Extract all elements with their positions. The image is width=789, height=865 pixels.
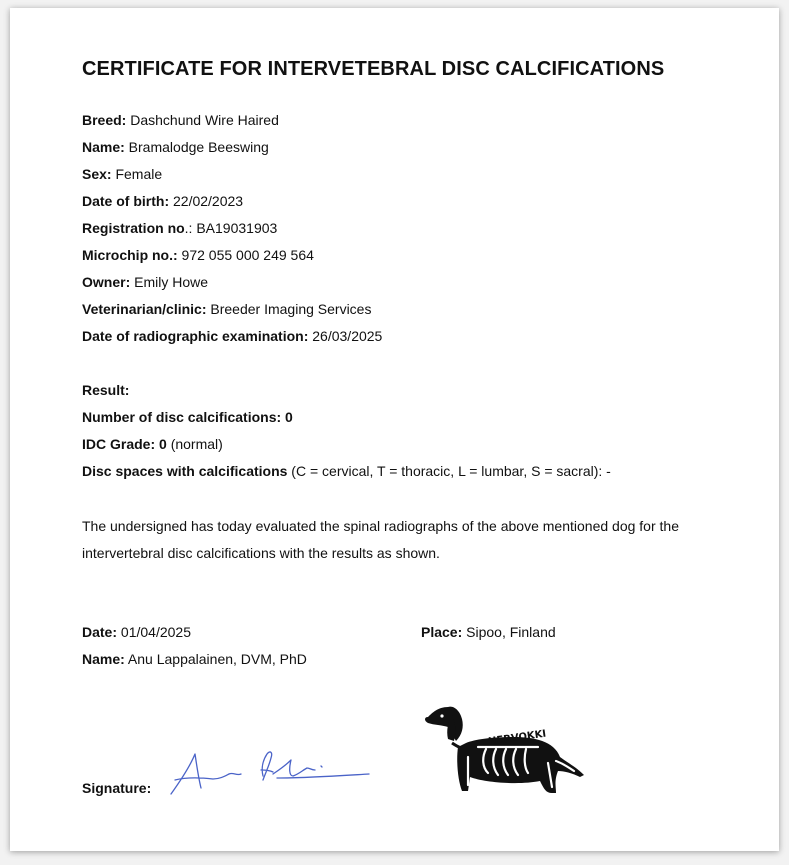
result-heading: Result: bbox=[82, 382, 130, 398]
breed-value: Dashchund Wire Haired bbox=[126, 112, 279, 128]
microchip-field bbox=[82, 246, 314, 264]
sex-label: Sex: bbox=[82, 166, 112, 182]
place-field bbox=[421, 623, 556, 641]
certificate-page bbox=[10, 8, 779, 851]
disc-spaces-value: (C = cervical, T = thoracic, L = lumbar, S = sacral): - bbox=[287, 463, 611, 479]
idc-grade-value: (normal) bbox=[166, 436, 223, 452]
vet-label: Veterinarian/clinic: bbox=[82, 301, 207, 317]
disc-spaces-field bbox=[82, 462, 611, 480]
owner-field bbox=[82, 273, 208, 291]
idc-grade-field bbox=[82, 435, 223, 453]
disc-spaces-label: Disc spaces with calcifications bbox=[82, 463, 288, 479]
sex-value: Female bbox=[111, 166, 163, 182]
signer-name-field bbox=[82, 650, 307, 668]
calcification-count-label: Number of disc calcifications: 0 bbox=[82, 409, 293, 425]
registration-label: Registration no bbox=[82, 220, 185, 236]
exam-date-value: 26/03/2025 bbox=[308, 328, 383, 344]
hervokki-dachshund-logo bbox=[418, 701, 593, 801]
dog-name-value: Bramalodge Beeswing bbox=[124, 139, 269, 155]
statement-paragraph: The undersigned has today evaluated the spinal radiographs of the above mentioned dog for the intervertebral disc calcifications with the results as shown. bbox=[82, 518, 679, 561]
handwritten-signature bbox=[165, 746, 375, 798]
logo-text: HERVOKKI bbox=[487, 728, 547, 748]
registration-value: .: BA19031903 bbox=[184, 220, 278, 236]
signer-name-label: Name: bbox=[82, 651, 125, 667]
dob-label: Date of birth: bbox=[82, 193, 170, 209]
registration-field bbox=[82, 219, 277, 237]
vet-field bbox=[82, 300, 371, 318]
date-label: Date: bbox=[82, 624, 118, 640]
breed-label: Breed: bbox=[82, 112, 127, 128]
microchip-label: Microchip no.: bbox=[82, 247, 178, 263]
exam-date-label: Date of radiographic examination: bbox=[82, 328, 309, 344]
dog-name-field bbox=[82, 138, 269, 156]
signer-name-value: Anu Lappalainen, DVM, PhD bbox=[124, 651, 307, 667]
signature-label: Signature: bbox=[82, 780, 152, 796]
owner-value: Emily Howe bbox=[130, 274, 209, 290]
place-label: Place: bbox=[421, 624, 463, 640]
date-value: 01/04/2025 bbox=[117, 624, 191, 640]
place-value: Sipoo, Finland bbox=[462, 624, 556, 640]
dog-name-label: Name: bbox=[82, 139, 125, 155]
exam-date-field bbox=[82, 327, 382, 345]
calcification-count-field bbox=[82, 408, 293, 426]
microchip-value: 972 055 000 249 564 bbox=[177, 247, 314, 263]
vet-value: Breeder Imaging Services bbox=[206, 301, 372, 317]
owner-label: Owner: bbox=[82, 274, 131, 290]
idc-grade-label: IDC Grade: 0 bbox=[82, 436, 167, 452]
date-field bbox=[82, 623, 191, 641]
breed-field bbox=[82, 111, 279, 129]
dob-field bbox=[82, 192, 243, 210]
certificate-title: CERTIFICATE FOR INTERVETEBRAL DISC CALCIFICATIONS bbox=[82, 58, 665, 80]
sex-field bbox=[82, 165, 162, 183]
dob-value: 22/02/2023 bbox=[169, 193, 244, 209]
